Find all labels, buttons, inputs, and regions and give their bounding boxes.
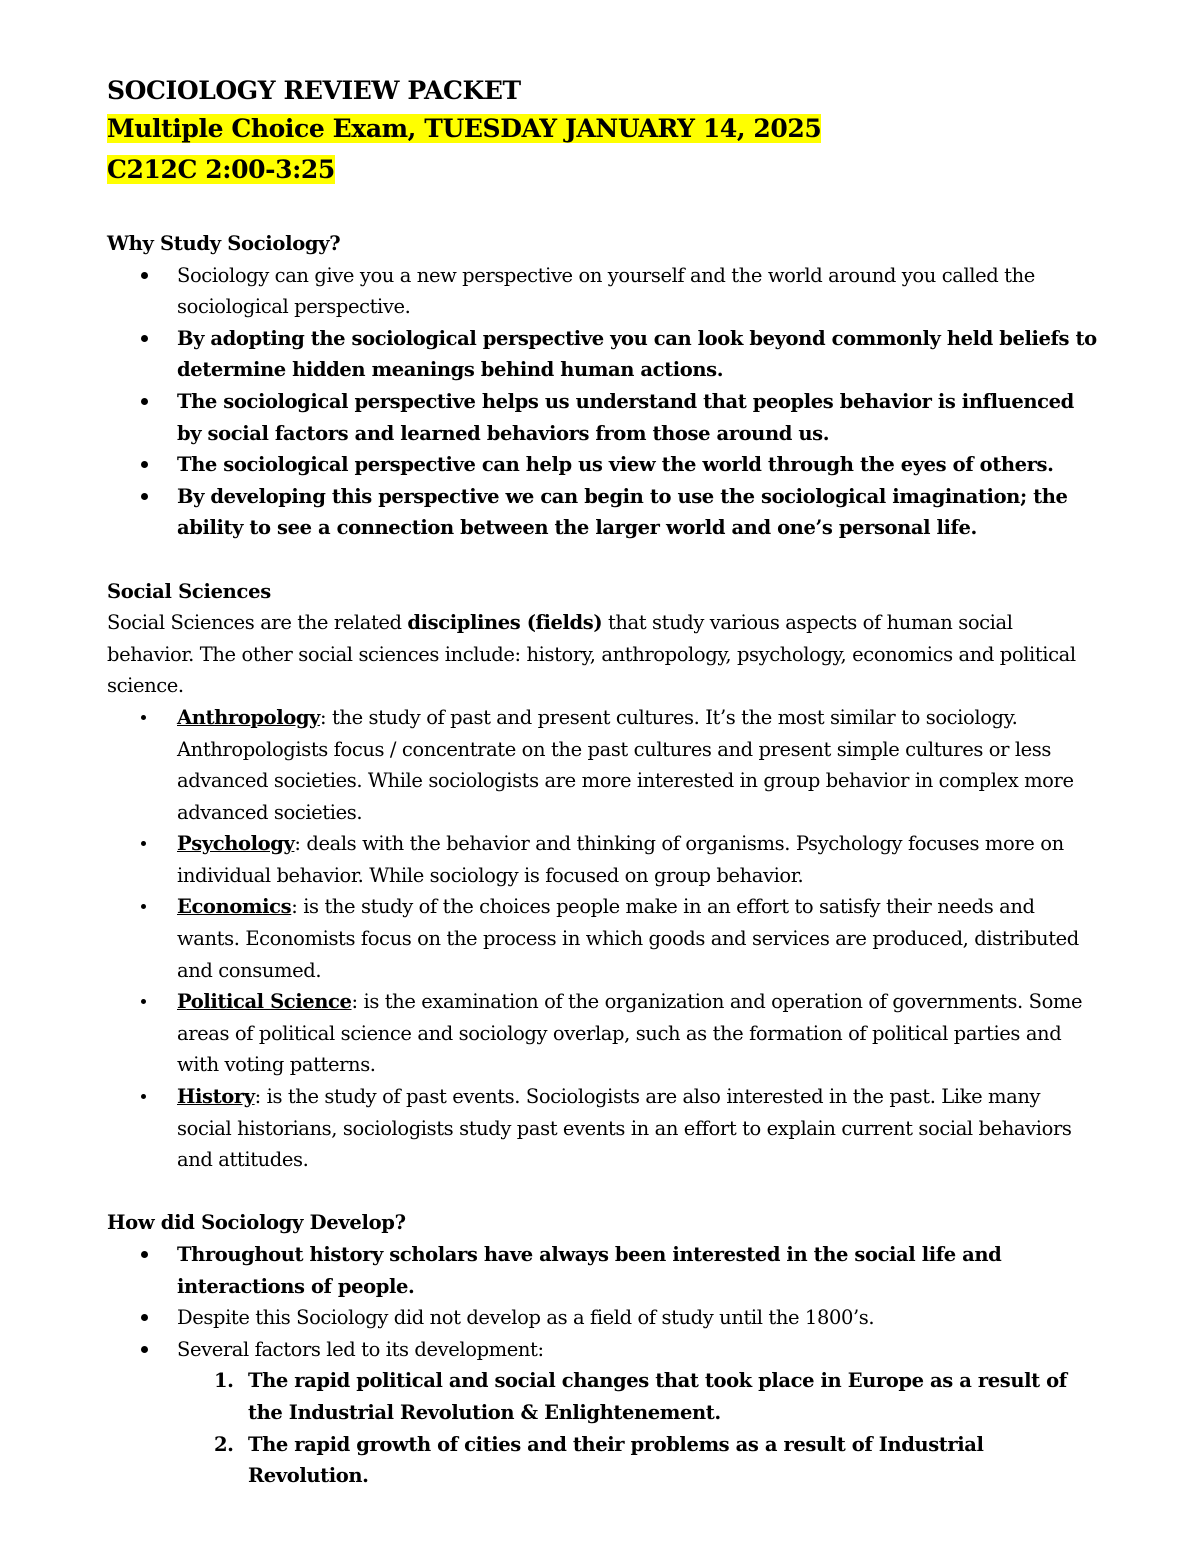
bullet-icon bbox=[141, 1302, 161, 1334]
bullet-icon bbox=[141, 702, 161, 734]
social-sciences-list bbox=[107, 702, 1097, 1176]
bullet-icon bbox=[141, 1081, 161, 1113]
list-item: Despite this Sociology did not develop as a field of study until the 1800’s. bbox=[107, 1302, 1097, 1334]
social-sciences-heading: Social Sciences bbox=[107, 579, 271, 603]
bullet-icon bbox=[141, 260, 161, 292]
list-item: The sociological perspective helps us understand that peoples behavior is influenced by social factors and learned behaviors from those around us. bbox=[107, 386, 1097, 449]
term-history: History bbox=[177, 1085, 255, 1109]
development-heading: How did Sociology Develop? bbox=[107, 1211, 406, 1235]
spacer bbox=[107, 544, 1097, 576]
list-item: Throughout history scholars have always been interested in the social life and interactions of people. bbox=[107, 1239, 1097, 1302]
list-item: Sociology can give you a new perspective on yourself and the world around you called the sociological perspective. bbox=[107, 260, 1097, 323]
room-time-highlight: C212C 2:00-3:25 bbox=[107, 155, 335, 184]
list-item: The sociological perspective can help us view the world through the eyes of others. bbox=[107, 449, 1097, 481]
bullet-icon bbox=[141, 1334, 161, 1366]
item-number: 1. bbox=[214, 1369, 234, 1393]
item-number: 2. bbox=[214, 1432, 234, 1456]
term-anthropology: Anthropology bbox=[177, 705, 320, 729]
exam-date-line bbox=[107, 110, 1097, 151]
development-factors-list bbox=[107, 1365, 1097, 1491]
list-item: History: is the study of past events. Sociologists are also interested in the past. Like many social historians, sociologists study past events in an effort to explain current social behaviors and attitudes. bbox=[107, 1081, 1097, 1176]
numbered-item: 2. The rapid growth of cities and their problems as a result of Industrial Revolution. bbox=[107, 1429, 1097, 1492]
room-time-line bbox=[107, 151, 1097, 192]
spacer bbox=[107, 192, 1097, 228]
bullet-icon bbox=[141, 449, 161, 481]
bullet-icon bbox=[141, 323, 161, 355]
social-sciences-intro: Social Sciences are the related disciplines (fields) that study various aspects of human social behavior. The other social sciences include: history, anthropology, psychology, economics and political science. bbox=[107, 611, 1076, 698]
why-study-list bbox=[107, 260, 1097, 544]
bullet-icon bbox=[141, 1239, 161, 1271]
list-item: Psychology: deals with the behavior and thinking of organisms. Psychology focuses more on individual behavior. While sociology is focused on group behavior. bbox=[107, 828, 1097, 891]
list-item: By adopting the sociological perspective you can look beyond commonly held beliefs to determine hidden meanings behind human actions. bbox=[107, 323, 1097, 386]
term-economics: Economics bbox=[177, 895, 292, 919]
bullet-icon bbox=[141, 986, 161, 1018]
development-list bbox=[107, 1239, 1097, 1365]
bullet-icon bbox=[141, 386, 161, 418]
exam-date-highlight: Multiple Choice Exam, TUESDAY JANUARY 14, 2025 bbox=[107, 114, 822, 143]
document-page bbox=[107, 72, 1097, 1492]
term-psychology: Psychology bbox=[177, 832, 295, 856]
bullet-icon bbox=[141, 481, 161, 513]
list-item: Political Science: is the examination of the organization and operation of governments. Some areas of political science and sociology overlap, such as the formation of political parties and with voting patterns. bbox=[107, 986, 1097, 1081]
term-political-science: Political Science bbox=[177, 990, 352, 1014]
bullet-icon bbox=[141, 891, 161, 923]
bullet-icon bbox=[141, 828, 161, 860]
document-title: SOCIOLOGY REVIEW PACKET bbox=[107, 76, 521, 105]
list-item: Several factors led to its development: bbox=[107, 1334, 1097, 1366]
list-item: Anthropology: the study of past and present cultures. It’s the most similar to sociology. Anthropologists focus / concentrate on the past cultures and present simple cultures or less advanced societies. While sociologists are more interested in group behavior in complex more advanced societies. bbox=[107, 702, 1097, 828]
spacer bbox=[107, 1176, 1097, 1208]
disciplines-term: disciplines (fields) bbox=[407, 611, 603, 635]
why-study-heading: Why Study Sociology? bbox=[107, 232, 341, 255]
list-item: By developing this perspective we can begin to use the sociological imagination; the ability to see a connection between the larger world and one’s personal life. bbox=[107, 481, 1097, 544]
list-item: Economics: is the study of the choices people make in an effort to satisfy their needs and wants. Economists focus on the process in which goods and services are produced, distributed and consumed. bbox=[107, 891, 1097, 986]
numbered-item: 1. The rapid political and social changes that took place in Europe as a result of the Industrial Revolution & Enlightenement. bbox=[107, 1365, 1097, 1428]
